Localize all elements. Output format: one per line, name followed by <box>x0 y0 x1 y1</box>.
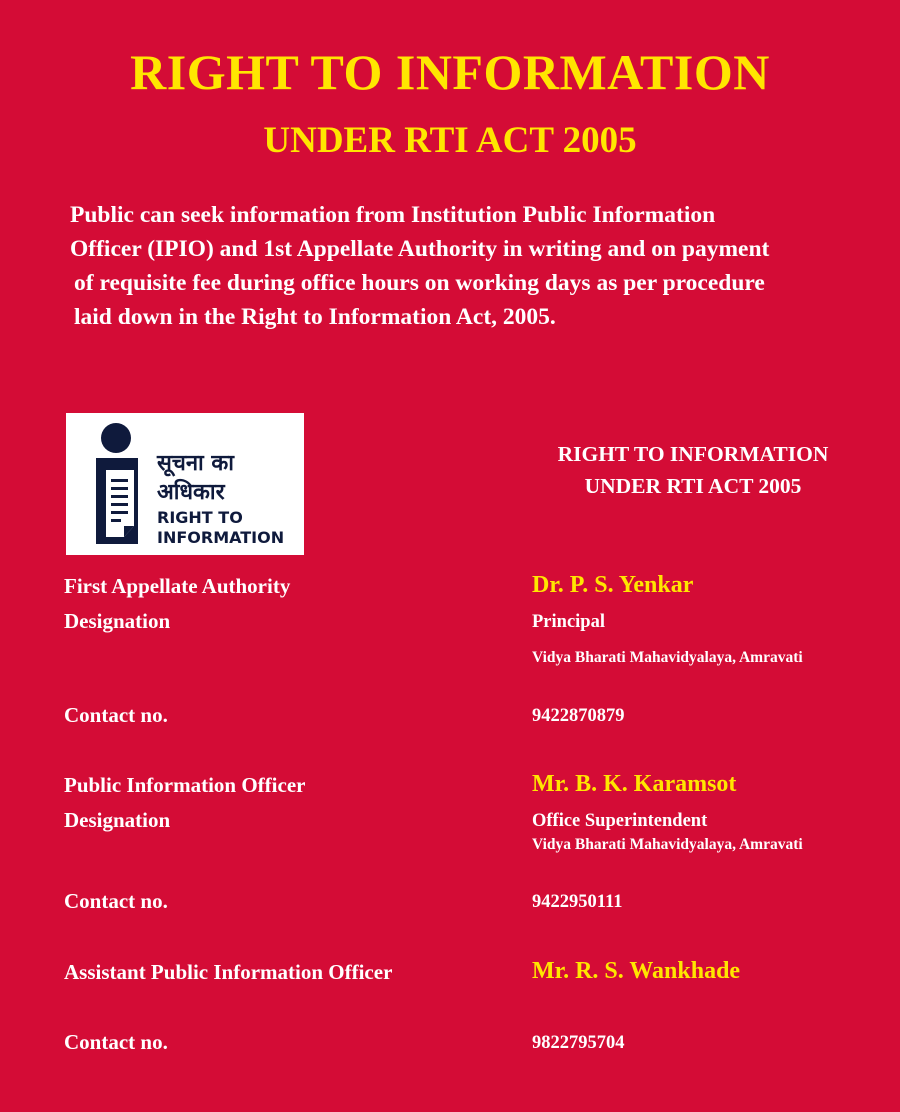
public-information-officer-name: Mr. B. K. Karamsot <box>532 771 737 797</box>
logo-english-line2: INFORMATION <box>157 528 285 547</box>
rti-emblem-icon <box>66 413 304 555</box>
institution-value: Vidya Bharati Mahavidyalaya, Amravati <box>532 649 803 666</box>
assistant-public-information-officer-name: Mr. R. S. Wankhade <box>532 958 741 984</box>
section-heading-line: UNDER RTI ACT 2005 <box>584 474 802 498</box>
logo-hindi-line1: सूचना का <box>157 451 235 476</box>
contact-value: 9822795704 <box>532 1033 625 1053</box>
rti-logo <box>66 413 304 555</box>
intro-line: Public can seek information from Institution Public Information <box>70 202 716 228</box>
section-heading-line: RIGHT TO INFORMATION <box>557 442 829 466</box>
page-title: RIGHT TO INFORMATION <box>130 44 770 100</box>
section-heading <box>488 438 898 502</box>
logo-hindi-line2: अधिकार <box>157 480 225 505</box>
assistant-public-information-officer-label: Assistant Public Information Officer <box>64 960 393 984</box>
contact-label: Contact no. <box>64 889 168 913</box>
page-subtitle: UNDER RTI ACT 2005 <box>263 120 637 161</box>
designation-label: Designation <box>64 609 171 633</box>
designation-label: Designation <box>64 808 171 832</box>
intro-line: of requisite fee during office hours on working days as per procedure <box>74 270 765 296</box>
contact-value: 9422870879 <box>532 706 625 726</box>
institution-value: Vidya Bharati Mahavidyalaya, Amravati <box>532 836 803 853</box>
first-appellate-authority-label: First Appellate Authority <box>64 574 291 598</box>
first-appellate-authority-name: Dr. P. S. Yenkar <box>532 572 694 598</box>
contact-value: 9422950111 <box>532 892 623 912</box>
designation-value: Office Superintendent <box>532 811 708 831</box>
intro-line: laid down in the Right to Information Act, 2005. <box>74 304 556 330</box>
contact-label: Contact no. <box>64 1030 168 1054</box>
designation-value: Principal <box>532 612 605 632</box>
public-information-officer-label: Public Information Officer <box>64 773 306 797</box>
intro-line: Officer (IPIO) and 1st Appellate Authority in writing and on payment <box>70 236 770 262</box>
intro-paragraph <box>70 198 870 334</box>
logo-english-line1: RIGHT TO <box>157 508 243 527</box>
contact-label: Contact no. <box>64 703 168 727</box>
